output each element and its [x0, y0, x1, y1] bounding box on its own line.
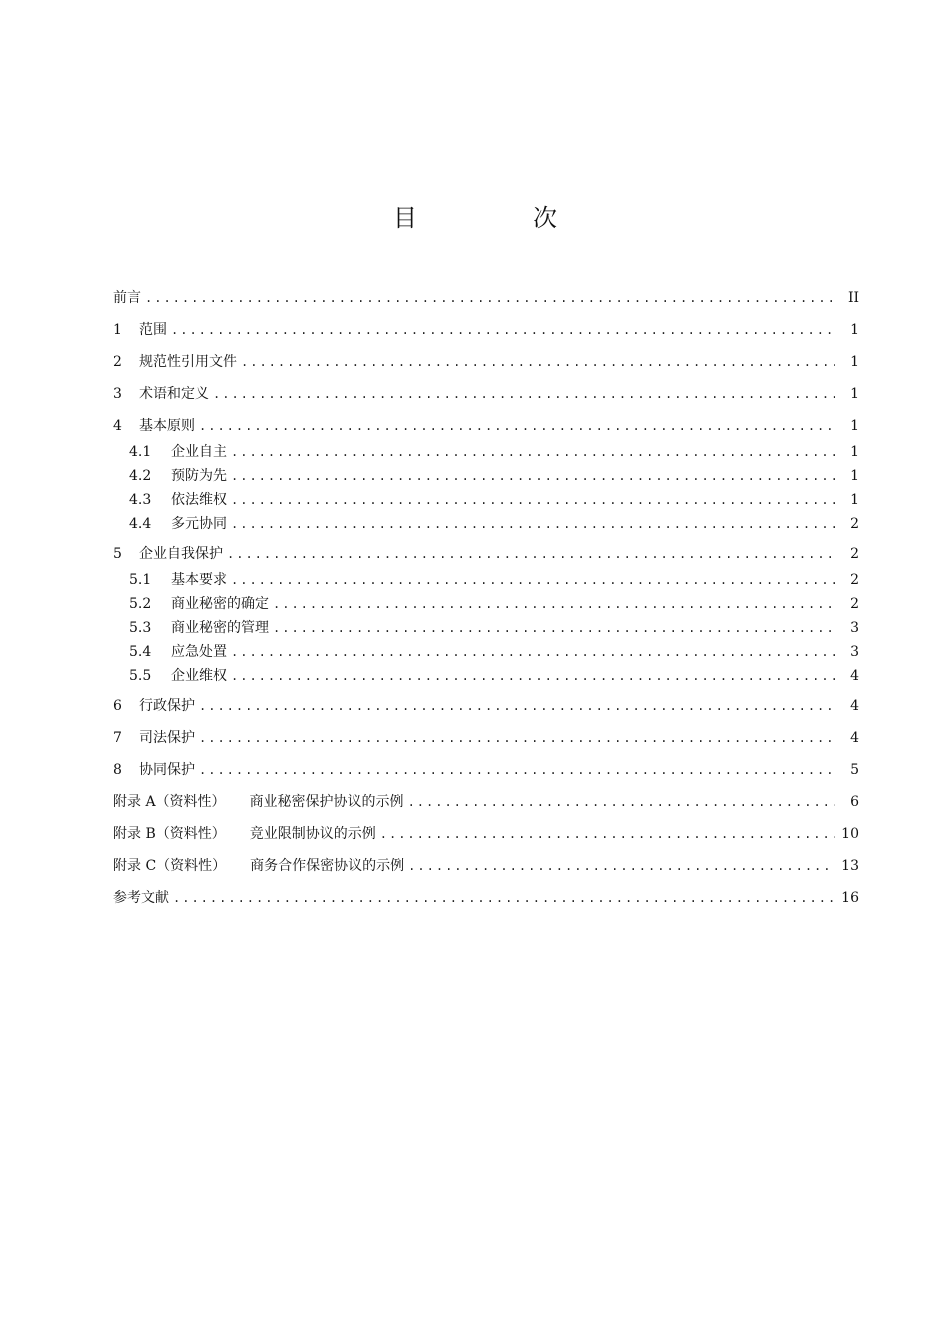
toc-entry-references[interactable]: [113, 886, 859, 912]
toc-leader: [408, 854, 835, 878]
toc-label: 商业秘密的管理: [171, 620, 269, 636]
toc-label: 预防为先: [171, 468, 227, 484]
toc-number: 5.1: [129, 572, 152, 588]
toc-entry-6[interactable]: [113, 694, 859, 720]
toc-leader: [173, 886, 835, 910]
toc-label: 参考文献: [113, 890, 169, 906]
toc-page: 6: [850, 794, 859, 810]
toc-entry-4[interactable]: [113, 414, 859, 440]
toc-page: 1: [850, 322, 859, 338]
toc-label: 行政保护: [139, 698, 195, 714]
toc-number: 4.1: [129, 444, 152, 460]
toc-entry-5-3[interactable]: [113, 616, 859, 640]
toc-leader: [231, 488, 835, 512]
toc-page: 3: [850, 644, 859, 660]
toc-leader: [227, 542, 835, 566]
toc-leader: [231, 440, 835, 464]
toc-label: 术语和定义: [139, 386, 209, 402]
toc-entry-5-1[interactable]: [113, 568, 859, 592]
toc-number: 5.2: [129, 596, 152, 612]
toc-entry-appendix-a[interactable]: [113, 790, 859, 816]
toc-page: 2: [850, 596, 859, 612]
table-of-contents: [113, 286, 859, 912]
toc-page: 16: [841, 890, 859, 906]
toc-leader: [145, 286, 835, 310]
toc-number: 5.3: [129, 620, 152, 636]
toc-leader: [273, 616, 835, 640]
toc-leader: [213, 382, 835, 406]
toc-number: 6: [113, 698, 122, 714]
toc-leader: [199, 726, 835, 750]
toc-label: 基本原则: [139, 418, 195, 434]
toc-entry-appendix-c[interactable]: [113, 854, 859, 880]
toc-page: 1: [850, 492, 859, 508]
toc-label: 应急处置: [171, 644, 227, 660]
toc-entry-4-2[interactable]: [113, 464, 859, 488]
toc-label: 范围: [139, 322, 167, 338]
toc-entry-5[interactable]: [113, 542, 859, 568]
toc-number: 4.4: [129, 516, 152, 532]
toc-number: 4: [113, 418, 122, 434]
toc-entry-7[interactable]: [113, 726, 859, 752]
toc-label: 商业秘密的确定: [171, 596, 269, 612]
toc-leader: [231, 464, 835, 488]
toc-entry-4-1[interactable]: [113, 440, 859, 464]
toc-page: 3: [850, 620, 859, 636]
toc-label: 基本要求: [171, 572, 227, 588]
toc-label: 企业自我保护: [139, 546, 223, 562]
toc-label: 依法维权: [171, 492, 227, 508]
toc-page: 4: [850, 668, 859, 684]
toc-label: 司法保护: [139, 730, 195, 746]
toc-page: 1: [850, 354, 859, 370]
toc-page: 5: [850, 762, 859, 778]
toc-label: 企业维权: [171, 668, 227, 684]
toc-leader: [171, 318, 835, 342]
toc-page: 1: [850, 386, 859, 402]
toc-page: 2: [850, 572, 859, 588]
toc-entry-5-2[interactable]: [113, 592, 859, 616]
toc-entry-1[interactable]: [113, 318, 859, 344]
toc-number: 附录 A（资料性）: [113, 794, 226, 810]
toc-leader: [380, 822, 835, 846]
toc-number: 5.4: [129, 644, 152, 660]
toc-number: 4.2: [129, 468, 152, 484]
toc-leader: [408, 790, 835, 814]
toc-number: 附录 B（资料性）: [113, 826, 226, 842]
toc-entry-preface[interactable]: [113, 286, 859, 312]
toc-leader: [231, 568, 835, 592]
toc-page: 4: [850, 730, 859, 746]
toc-entry-4-3[interactable]: [113, 488, 859, 512]
toc-number: 2: [113, 354, 122, 370]
toc-leader: [273, 592, 835, 616]
page-title: 目 次: [393, 204, 603, 232]
toc-label: 规范性引用文件: [139, 354, 237, 370]
toc-page: 1: [850, 468, 859, 484]
toc-label: 企业自主: [171, 444, 227, 460]
toc-page: 13: [841, 858, 859, 874]
toc-number: 附录 C（资料性）: [113, 858, 227, 874]
toc-number: 1: [113, 322, 122, 338]
toc-number: 4.3: [129, 492, 152, 508]
toc-page: 1: [850, 444, 859, 460]
toc-page: 2: [850, 546, 859, 562]
toc-entry-5-4[interactable]: [113, 640, 859, 664]
toc-entry-2[interactable]: [113, 350, 859, 376]
toc-entry-appendix-b[interactable]: [113, 822, 859, 848]
toc-entry-3[interactable]: [113, 382, 859, 408]
toc-leader: [241, 350, 835, 374]
toc-page: 2: [850, 516, 859, 532]
toc-label: 竞业限制协议的示例: [249, 826, 376, 842]
toc-number: 8: [113, 762, 122, 778]
toc-entry-5-5[interactable]: [113, 664, 859, 688]
toc-number: 3: [113, 386, 122, 402]
toc-label: 商业秘密保护协议的示例: [249, 794, 404, 810]
toc-leader: [231, 640, 835, 664]
toc-leader: [231, 664, 835, 688]
toc-page: 4: [850, 698, 859, 714]
toc-leader: [231, 512, 835, 536]
toc-leader: [199, 414, 835, 438]
toc-leader: [199, 758, 835, 782]
toc-number: 7: [113, 730, 122, 746]
toc-page: 1: [850, 418, 859, 434]
toc-leader: [199, 694, 835, 718]
toc-label: 多元协同: [171, 516, 227, 532]
toc-page: II: [847, 290, 859, 306]
toc-entry-4-4[interactable]: [113, 512, 859, 536]
toc-page: 10: [841, 826, 859, 842]
toc-number: 5.5: [129, 668, 152, 684]
toc-label: 协同保护: [139, 762, 195, 778]
toc-label: 商务合作保密协议的示例: [250, 858, 405, 874]
toc-label: 前言: [113, 290, 141, 306]
toc-entry-8[interactable]: [113, 758, 859, 784]
toc-number: 5: [113, 546, 122, 562]
